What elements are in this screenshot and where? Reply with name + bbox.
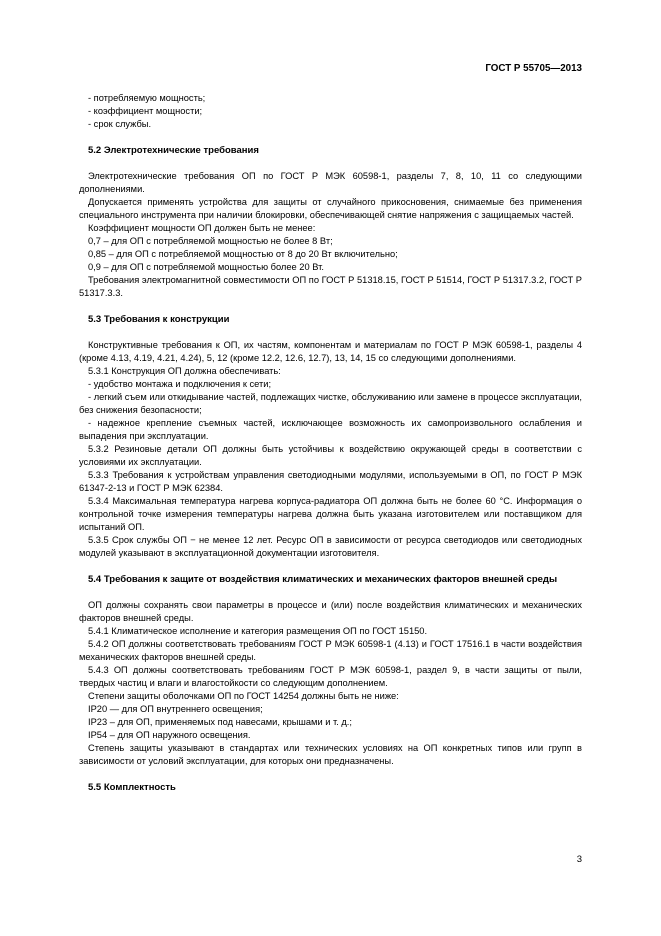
paragraph: Допускается применять устройства для защиты от случайного прикосновения, снимаемые без применения специального инструмента при наличии блокировки, обеспечивающей снятие напряжения с защищаемых частей. bbox=[79, 197, 582, 220]
paragraph: Степени защиты оболочками ОП по ГОСТ 14254 должны быть не ниже: bbox=[88, 691, 399, 701]
list-item: - потребляемую мощность; bbox=[88, 93, 206, 103]
paragraph: 5.3.3 Требования к устройствам управления светодиодными модулями, используемыми в ОП, по ГОСТ Р МЭК 61347-2-13 и ГОСТ Р МЭК 62384. bbox=[79, 470, 582, 493]
paragraph: Электротехнические требования ОП по ГОСТ Р МЭК 60598-1, разделы 7, 8, 10, 11 со следующими дополнениями. bbox=[79, 171, 582, 194]
paragraph: IP54 – для ОП наружного освещения. bbox=[88, 730, 251, 740]
paragraph: Степень защиты указывают в стандартах или технических условиях на ОП конкретных типов или групп в зависимости от условий эксплуатации, для которых они предназначены. bbox=[79, 743, 582, 766]
document-body bbox=[79, 92, 582, 807]
paragraph: Требования электромагнитной совместимости ОП по ГОСТ Р 51318.15, ГОСТ Р 51514, ГОСТ Р 51317.3.2, ГОСТ Р 51317.3.3. bbox=[79, 275, 582, 298]
page-number: 3 bbox=[576, 854, 582, 865]
paragraph: Конструктивные требования к ОП, их частям, компонентам и материалам по ГОСТ Р МЭК 60598-1, разделы 4 (кроме 4.13, 4.19, 4.21, 4.24), 5, 12 (кроме 12.2, 12.6, 12.7), 13, 14, 15 со следующими дополнениями. bbox=[79, 340, 582, 363]
section-title-5-4: 5.4 Требования к защите от воздействия климатических и механических факторов внешней среды bbox=[88, 574, 558, 585]
paragraph: 0,7 – для ОП с потребляемой мощностью не более 8 Вт; bbox=[88, 236, 333, 246]
paragraph: IP20 — для ОП внутреннего освещения; bbox=[88, 704, 263, 714]
paragraph: - легкий съем или откидывание частей, подлежащих чистке, обслуживанию или замене в процессе эксплуатации, без снижения безопасности; bbox=[79, 392, 582, 415]
paragraph: 0,9 – для ОП с потребляемой мощностью более 20 Вт. bbox=[88, 262, 324, 272]
paragraph: 5.3.5 Срок службы ОП − не менее 12 лет. Ресурс ОП в зависимости от ресурса светодиодов или светодиодных модулей указывают в эксплуатационной документации изготовителя. bbox=[79, 535, 582, 558]
paragraph: Коэффициент мощности ОП должен быть не менее: bbox=[88, 223, 316, 233]
paragraph: ОП должны сохранять свои параметры в процессе и (или) после воздействия климатических и механических факторов внешней среды. bbox=[79, 600, 582, 623]
paragraph: IP23 – для ОП, применяемых под навесами, крышами и т. д.; bbox=[88, 717, 352, 727]
document-header: ГОСТ Р 55705—2013 bbox=[485, 63, 582, 74]
section-title-5-3: 5.3 Требования к конструкции bbox=[88, 314, 230, 325]
paragraph: 5.3.2 Резиновые детали ОП должны быть устойчивы к воздействию окружающей среды в соответствии с условиями их эксплуатации. bbox=[79, 444, 582, 467]
paragraph: - надежное крепление съемных частей, исключающее возможность их самопроизвольного ослабления и выпадения при эксплуатации. bbox=[79, 418, 582, 441]
paragraph: 5.4.3 ОП должны соответствовать требованиям ГОСТ Р МЭК 60598-1, раздел 9, в части защиты от пыли, твердых частиц и влаги и влагостойкости со следующим дополнением. bbox=[79, 665, 582, 688]
paragraph: 5.3.4 Максимальная температура нагрева корпуса-радиатора ОП должна быть не более 60 °С. Информация о контрольной точке измерения температуры нагрева должна быть указана изготовителем или поставщиком для испытаний ОП. bbox=[79, 496, 582, 532]
section-title-5-5: 5.5 Комплектность bbox=[88, 782, 176, 793]
list-item: - срок службы. bbox=[88, 119, 152, 129]
paragraph: 5.4.2 ОП должны соответствовать требованиям ГОСТ Р МЭК 60598-1 (4.13) и ГОСТ 17516.1 в части воздействия механических факторов внешней среды. bbox=[79, 639, 582, 662]
paragraph: - удобство монтажа и подключения к сети; bbox=[88, 379, 272, 389]
paragraph: 5.3.1 Конструкция ОП должна обеспечивать: bbox=[88, 366, 281, 376]
paragraph: 5.4.1 Климатическое исполнение и категория размещения ОП по ГОСТ 15150. bbox=[88, 626, 428, 636]
list-item: - коэффициент мощности; bbox=[88, 106, 203, 116]
paragraph: 0,85 – для ОП с потребляемой мощностью от 8 до 20 Вт включительно; bbox=[88, 249, 398, 259]
section-title-5-2: 5.2 Электротехнические требования bbox=[88, 145, 259, 156]
